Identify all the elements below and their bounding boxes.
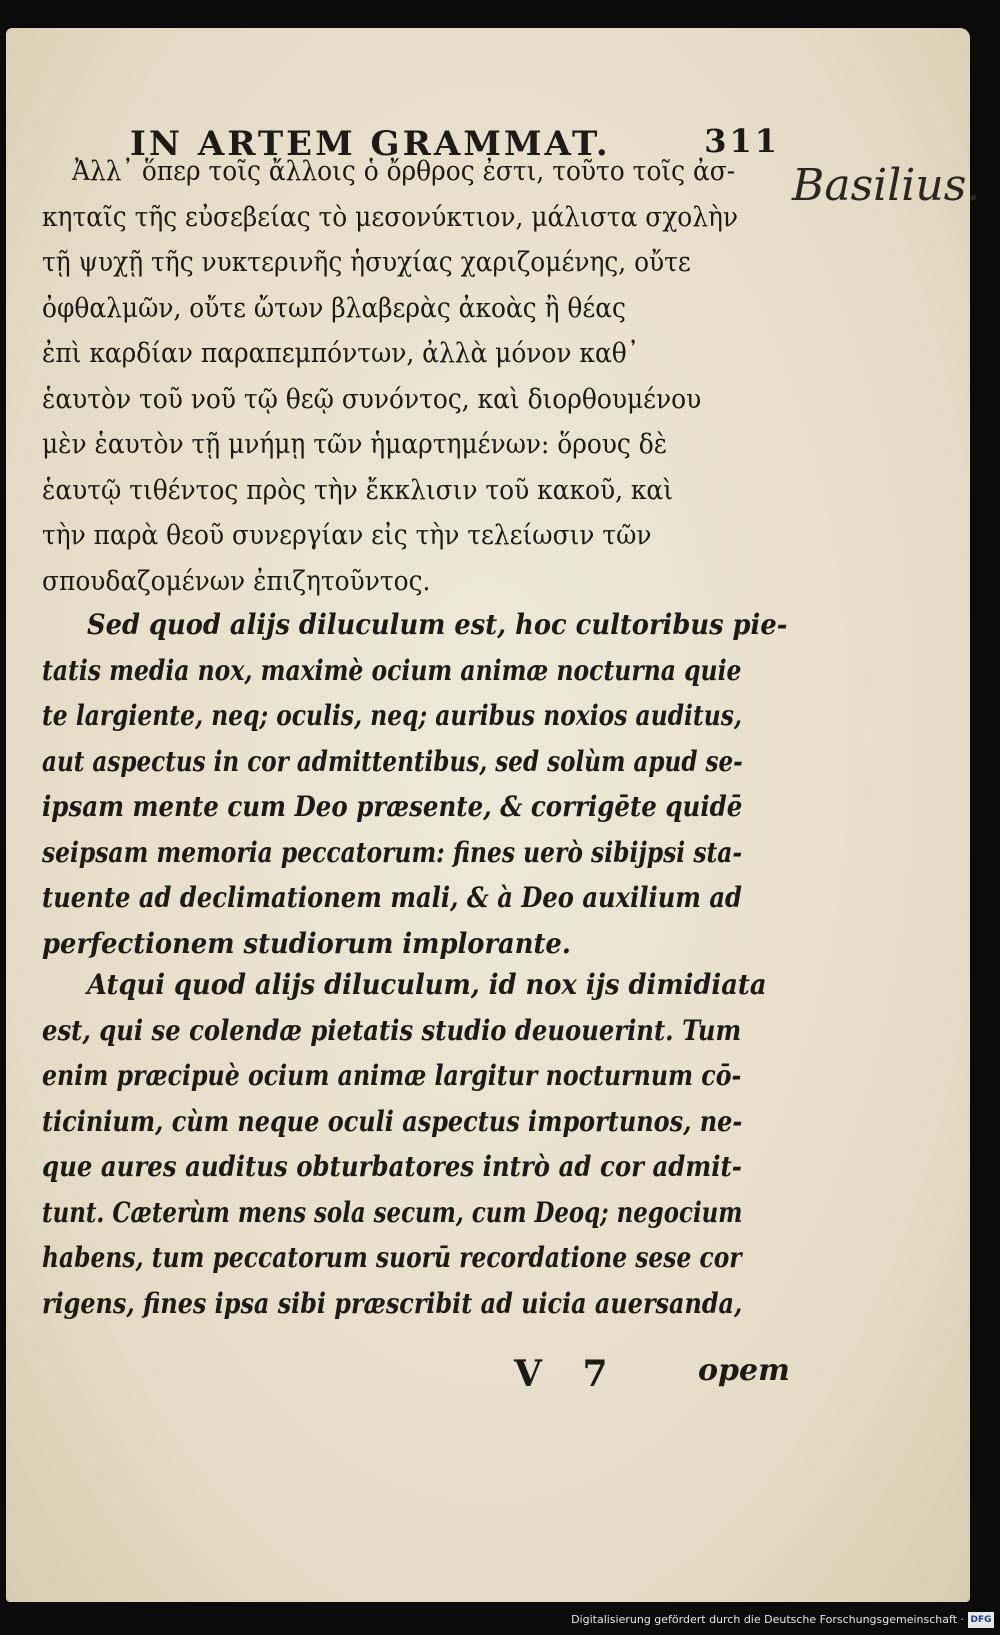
greek-lines-line: μὲν ἑαυτὸν τῇ μνήμῃ τῶν ἡμαρτημένων: ὅρους δὲ <box>42 429 668 460</box>
credit-bar <box>0 1606 1000 1635</box>
latin-para2-line: est, qui se colendæ pietatis studio deuouerint. Tum <box>42 1013 742 1047</box>
latin-para2-line: ticinium, cùm neque oculi aspectus importunos, ne- <box>42 1104 743 1138</box>
greek-lines-line: ἑαυτῷ τιθέντος πρὸς τὴν ἔκκλισιν τοῦ κακοῦ, καὶ <box>42 474 673 506</box>
greek-lines-line: τῇ ψυχῇ τῆς νυκτερινῆς ἡσυχίας χαριζομένης, οὔτε <box>42 247 691 278</box>
header-title: IN ARTEM GRAMMAT. <box>130 124 611 164</box>
latin-para1-line: perfectionem studiorum implorante. <box>42 926 571 960</box>
latin-para2-line: Atqui quod alijs diluculum, id nox ijs dimidiata <box>87 968 767 1001</box>
signature-mark: V 7 <box>514 1353 622 1395</box>
latin-para1-line: tatis media nox, maximè ocium animæ nocturna quie <box>42 653 742 687</box>
greek-lines-line: Ἀλλ᾽ ὅπερ τοῖς ἄλλοις ὁ ὄρθρος ἐστι, τοῦτο τοῖς ἀσ- <box>72 156 736 187</box>
latin-para1-line: aut aspectus in cor admittentibus, sed solùm apud se- <box>42 744 743 778</box>
book-page <box>6 28 981 1602</box>
greek-lines-line: ἐπὶ καρδίαν παραπεμπόντων, ἀλλὰ μόνον καθ᾽ <box>42 338 640 369</box>
greek-lines-line: σπουδαζομένων ἐπιζητοῦντος. <box>42 565 431 597</box>
latin-para1-line: seipsam memoria peccatorum: fines uerò sibijpsi sta- <box>42 835 743 869</box>
latin-para2-line: que aures auditus obturbatores intrò ad cor admit- <box>42 1150 742 1183</box>
latin-para2-line: enim præcipuè ocium animæ largitur nocturnum cō- <box>42 1059 742 1092</box>
credit-text: Digitalisierung gefördert durch die Deutsche Forschungsgemeinschaft · <box>571 1613 964 1626</box>
page-footer <box>6 1353 970 1403</box>
latin-para1-line: ipsam mente cum Deo præsente, & corrigēte quidē <box>42 790 743 823</box>
latin-para2-line: tunt. Cæterùm mens sola secum, cum Deoq; negocium <box>42 1195 743 1229</box>
page-number: 311 <box>704 122 780 160</box>
latin-para2-line: habens, tum peccatorum suorū recordatione sese cor <box>42 1241 742 1274</box>
latin-para1-line: te largiente, neq; oculis, neq; auribus noxios auditus, <box>42 699 743 732</box>
dfg-logo: DFG <box>968 1612 994 1628</box>
latin-para2-line: rigens, fines ipsa sibi præscribit ad uicia auersanda, <box>42 1286 743 1320</box>
catchword: opem <box>698 1353 790 1388</box>
margin-note: Basilius. <box>792 160 981 211</box>
greek-lines-line: ὀφθαλμῶν, οὔτε ὤτων βλαβερὰς ἀκοὰς ἢ θέας <box>42 292 626 324</box>
greek-lines-line: κηταῖς τῆς εὐσεβείας τὸ μεσονύκτιον, μάλιστα σχολὴν <box>42 201 739 233</box>
greek-lines-line: ἑαυτὸν τοῦ νοῦ τῷ θεῷ συνόντος, καὶ διορθουμένου <box>42 383 702 415</box>
latin-para1-line: Sed quod alijs diluculum est, hoc cultoribus pie- <box>87 608 788 641</box>
latin-para1-line: tuente ad declimationem mali, & à Deo auxilium ad <box>42 881 743 914</box>
greek-lines-line: τὴν παρὰ θεοῦ συνεργίαν εἰς τὴν τελείωσιν τῶν <box>42 520 652 551</box>
